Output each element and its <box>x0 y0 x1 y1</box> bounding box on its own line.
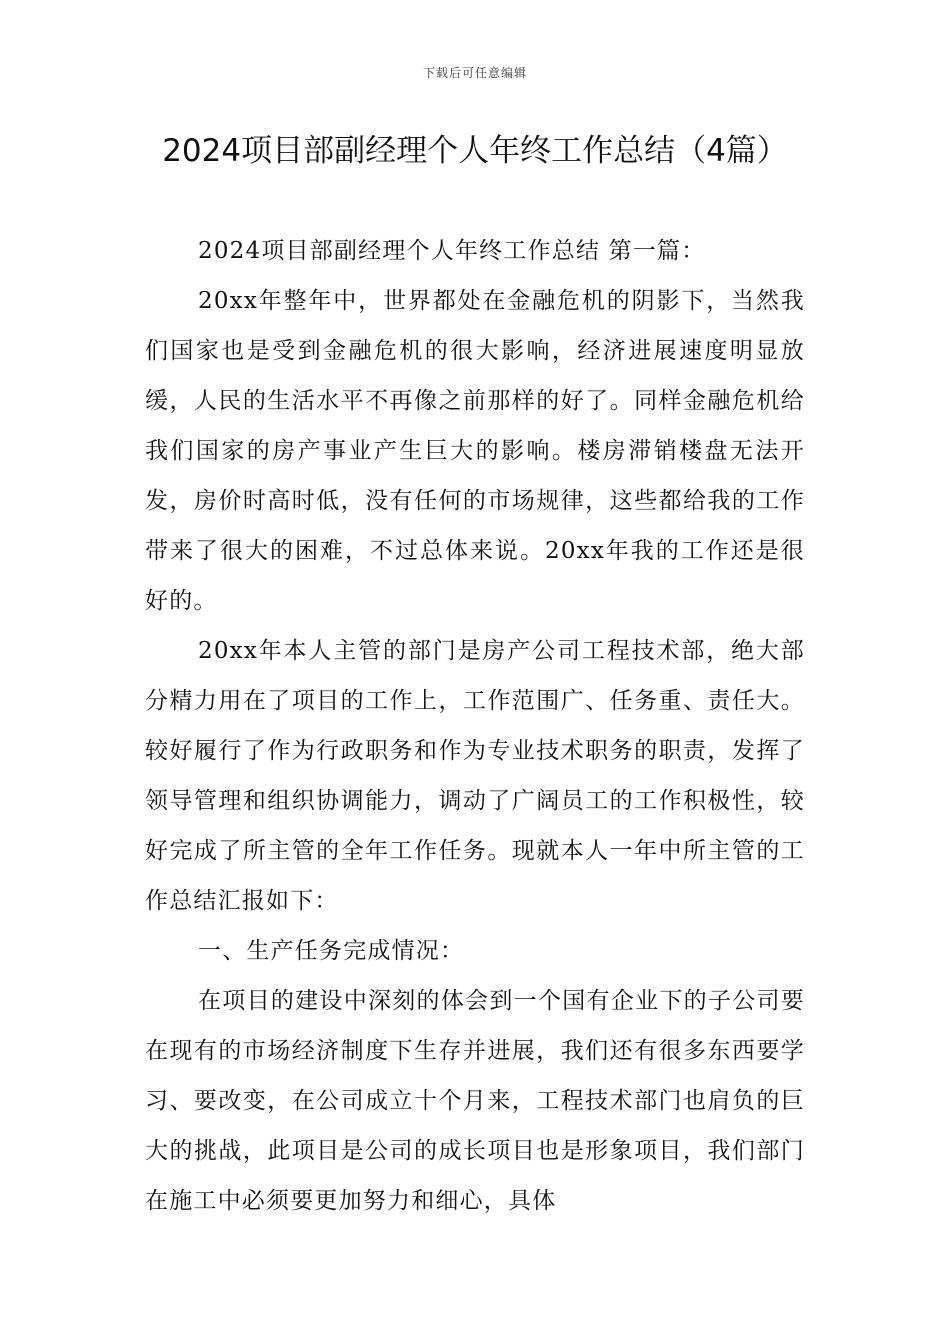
header-note: 下载后可任意编辑 <box>422 66 527 80</box>
paragraph-1: 20xx年整年中，世界都处在金融危机的阴影下，当然我们国家也是受到金融危机的很大影响，经济进展速度明显放缓，人民的生活水平不再像之前那样的好了。同样金融危机给我们国家的房产事业产生巨大的影响。楼房滞销楼盘无法开发，房价时高时低，没有任何的市场规律，这些都给我的工作带来了很大的困难，不过总体来说。20xx年我的工作还是很好的。 <box>145 288 805 614</box>
paragraph-2: 20xx年本人主管的部门是房产公司工程技术部，绝大部分精力用在了项目的工作上，工作范围广、任务重、责任大。较好履行了作为行政职务和作为专业技术职务的职责，发挥了领导管理和组织协调能力，调动了广阔员工的工作积极性，较好完成了所主管的全年工作任务。现就本人一年中所主管的工作总结汇报如下： <box>145 638 805 914</box>
paragraph-3: 在项目的建设中深刻的体会到一个国有企业下的子公司要在现有的市场经济制度下生存并进展，我们还有很多东西要学习、要改变，在公司成立十个月来，工程技术部门也肩负的巨大的挑战，此项目是公司的成长项目也是形象项目，我们部门在施工中必须要更加努力和细心，具体 <box>145 988 805 1214</box>
section-heading: 一、生产任务完成情况： <box>198 938 465 964</box>
document-title: 2024项目部副经理个人年终工作总结（4篇） <box>162 133 788 169</box>
document-subtitle: 2024项目部副经理个人年终工作总结 第一篇： <box>198 238 706 264</box>
